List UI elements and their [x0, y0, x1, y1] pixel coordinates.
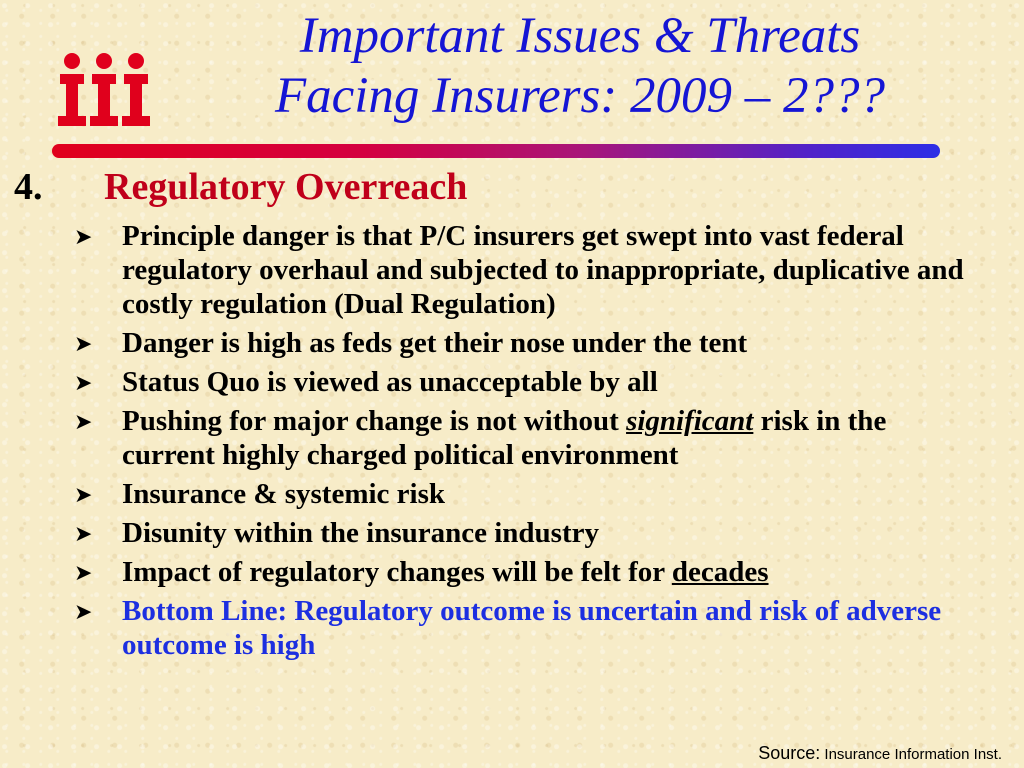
section-heading [14, 165, 467, 209]
section-title: Regulatory Overreach [104, 166, 468, 208]
arrow-bullet-icon: ➤ [74, 332, 93, 357]
emphasis-significant: significant [626, 405, 754, 437]
bullet-text: Insurance & systemic risk [122, 478, 446, 510]
bullet-list [60, 219, 980, 667]
list-item [60, 326, 980, 360]
bullet-text: Principle danger is that P/C insurers get swept into vast federal regulatory overhaul and subjected to inappropriate, duplicative and costly regulation (Dual Regulation) [122, 220, 964, 320]
list-item-bottom-line [60, 594, 980, 662]
bullet-text: Danger is high as feds get their nose under the tent [122, 327, 748, 359]
arrow-bullet-icon: ➤ [74, 371, 93, 396]
title-line-1: Important Issues & Threats [299, 8, 861, 64]
arrow-bullet-icon: ➤ [74, 483, 93, 508]
arrow-bullet-icon: ➤ [74, 561, 93, 586]
bullet-text-part: risk in the current highly charged political environment [122, 405, 887, 471]
list-item [60, 365, 980, 399]
arrow-bullet-icon: ➤ [74, 225, 93, 250]
list-item [60, 219, 980, 321]
arrow-bullet-icon: ➤ [74, 410, 93, 435]
section-number: 4. [14, 166, 43, 208]
source-credit [758, 743, 1002, 764]
arrow-bullet-icon: ➤ [74, 600, 93, 625]
iii-logo [56, 50, 152, 130]
list-item [60, 516, 980, 550]
bullet-text: Disunity within the insurance industry [122, 517, 599, 549]
title-line-2: Facing Insurers: 2009 – 2??? [274, 68, 886, 124]
bullet-text: Status Quo is viewed as unacceptable by all [122, 366, 658, 398]
list-item [60, 477, 980, 511]
bullet-text: Bottom Line: Regulatory outcome is uncertain and risk of adverse outcome is high [122, 595, 942, 661]
emphasis-decades: decades [671, 556, 769, 588]
list-item [60, 555, 980, 589]
bullet-text-part: Pushing for major change is not without [122, 405, 627, 437]
bullet-text-part: Impact of regulatory changes will be felt for [122, 556, 672, 588]
source-value: Insurance Information Inst. [820, 746, 1002, 763]
slide-title [180, 6, 980, 126]
arrow-bullet-icon: ➤ [74, 522, 93, 547]
list-item [60, 404, 980, 472]
source-label: Source: [758, 743, 821, 763]
title-divider [52, 144, 940, 158]
